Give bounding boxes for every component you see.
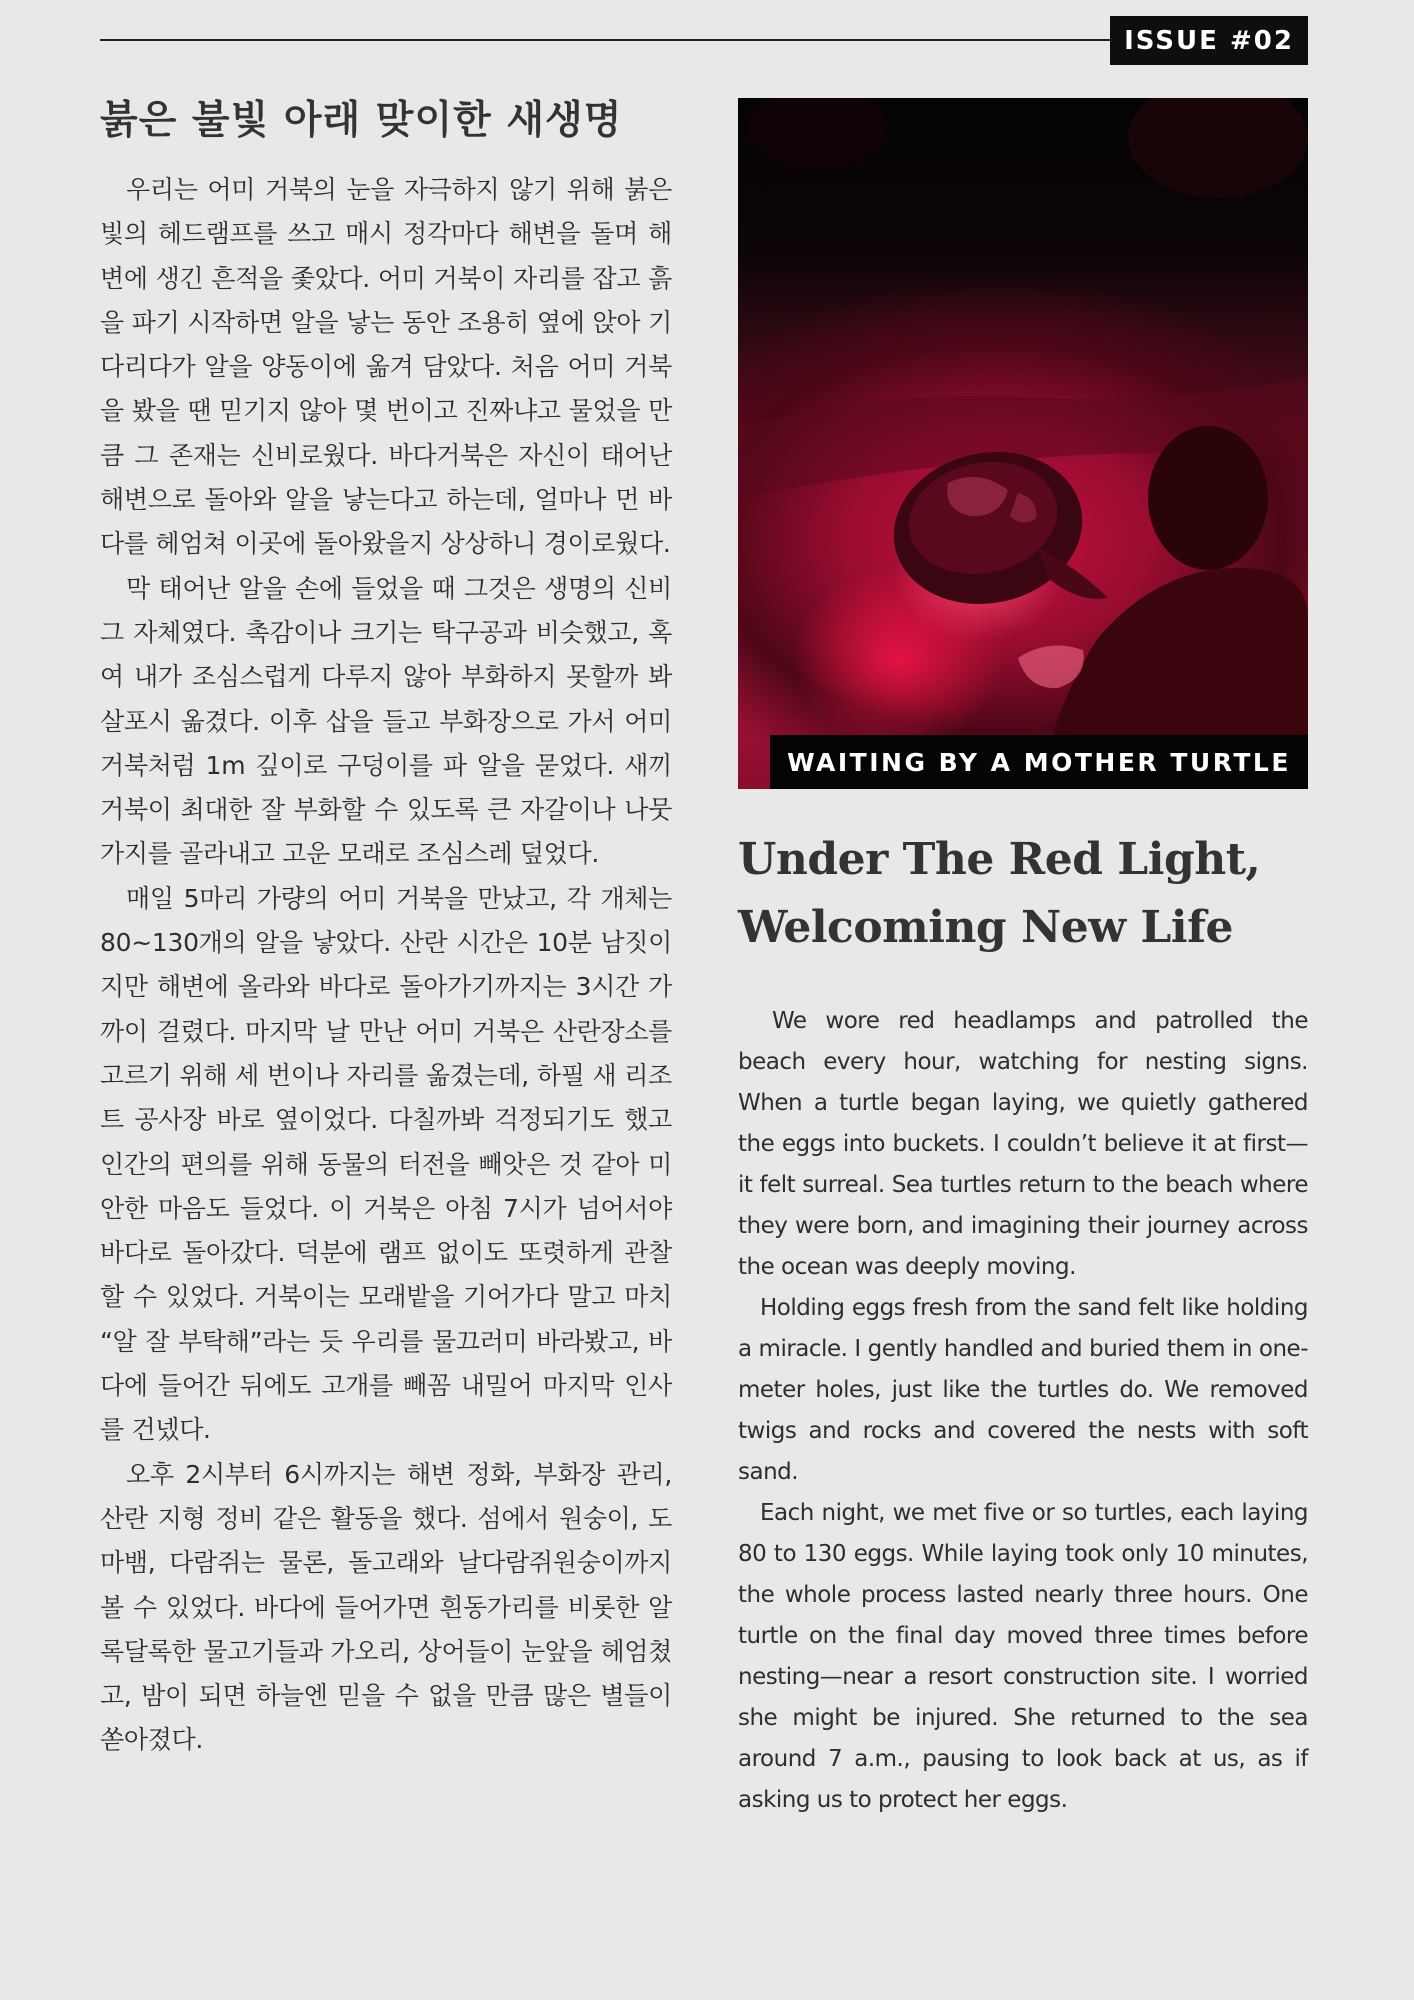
english-title: Under The Red Light, Welcoming New Life [738,834,1261,953]
korean-article [100,92,672,1763]
korean-paragraph: 우리는 어미 거북의 눈을 자극하지 않기 위해 붉은 빛의 헤드램프를 쓰고 매시 정각마다 해변을 돌며 해변에 생긴 흔적을 좇았다. 어미 거북이 자리를 잡고 흙을 파기 시작하면 알을 낳는 동안 조용히 옆에 앉아 기다리다가 알을 양동이에 옮겨 담았다. 처음 어미 거북을 봤을 땐 믿기지 않아 몇 번이고 진짜냐고 물었을 만큼 그 존재는 신비로웠다. 바다거북은 자신이 태어난 해변으로 돌아와 알을 낳는다고 하는데, 얼마나 먼 바다를 헤엄쳐 이곳에 돌아왔을지 상상하니 경이로웠다. [100,175,672,559]
english-paragraph: We wore red headlamps and patrolled the beach every hour, watching for nesting signs. When a turtle began laying, we quietly gathered the eggs into buckets. I couldn’t believe it at first—it felt surreal. Sea turtles return to the beach where they were born, and imagining their journey across the ocean was deeply moving. [738,1008,1308,1280]
english-body [738,1001,1308,1821]
korean-paragraph: 막 태어난 알을 손에 들었을 때 그것은 생명의 신비 그 자체였다. 촉감이나 크기는 탁구공과 비슷했고, 혹여 내가 조심스럽게 다루지 않아 부화하지 못할까 봐 살포시 옮겼다. 이후 삽을 들고 부화장으로 가서 어미 거북처럼 1m 깊이로 구덩이를 파 알을 묻었다. 새끼 거북이 최대한 잘 부화할 수 있도록 큰 자갈이나 나뭇가지를 골라내고 고운 모래로 조심스레 덮었다. [100,573,672,869]
english-paragraph: Each night, we met five or so turtles, each laying 80 to 130 eggs. While laying took only 10 minutes, the whole process lasted nearly three hours. One turtle on the final day moved three times before nesting—near a resort construction site. I worried she might be injured. She returned to the sea around 7 a.m., pausing to look back at us, as if asking us to protect her eggs. [738,1500,1308,1813]
turtle-photo-illustration [738,98,1308,789]
korean-paragraph: 오후 2시부터 6시까지는 해변 정화, 부화장 관리, 산란 지형 정비 같은 활동을 했다. 섬에서 원숭이, 도마뱀, 다람쥐는 물론, 돌고래와 날다람쥐원숭이까지 볼 수 있었다. 바다에 들어가면 흰동가리를 비롯한 알록달록한 물고기들과 가오리, 상어들이 눈앞을 헤엄쳤고, 밤이 되면 하늘엔 믿을 수 없을 만큼 많은 별들이 쏟아졌다. [100,1459,672,1755]
korean-body [100,168,672,1763]
korean-paragraph: 매일 5마리 가량의 어미 거북을 만났고, 각 개체는 80~130개의 알을 낳았다. 산란 시간은 10분 남짓이지만 해변에 올라와 바다로 돌아가기까지는 3시간 가까이 걸렸다. 마지막 날 만난 어미 거북은 산란장소를 고르기 위해 세 번이나 자리를 옮겼는데, 하필 새 리조트 공사장 바로 옆이었다. 다칠까봐 걱정되기도 했고 인간의 편의를 위해 동물의 터전을 빼앗은 것 같아 미안한 마음도 들었다. 이 거북은 아침 7시가 넘어서야 바다로 돌아갔다. 덕분에 램프 없이도 또렷하게 관찰할 수 있었다. 거북이는 모래밭을 기어가다 말고 마치 “알 잘 부탁해”라는 듯 우리를 물끄러미 바라봤고, 바다에 들어간 뒤에도 고개를 빼꼼 내밀어 마지막 인사를 건넸다. [100,883,672,1445]
turtle-photo [738,98,1308,789]
photo-caption: WAITING BY A MOTHER TURTLE [770,735,1308,789]
header-rule [100,39,1110,41]
english-paragraph: Holding eggs fresh from the sand felt like holding a miracle. I gently handled and buried them in one-meter holes, just like the turtles do. We removed twigs and rocks and covered the nests with soft sand. [738,1295,1308,1485]
issue-badge: ISSUE #02 [1110,16,1308,65]
korean-title: 붉은 불빛 아래 맞이한 새생명 [100,98,623,143]
